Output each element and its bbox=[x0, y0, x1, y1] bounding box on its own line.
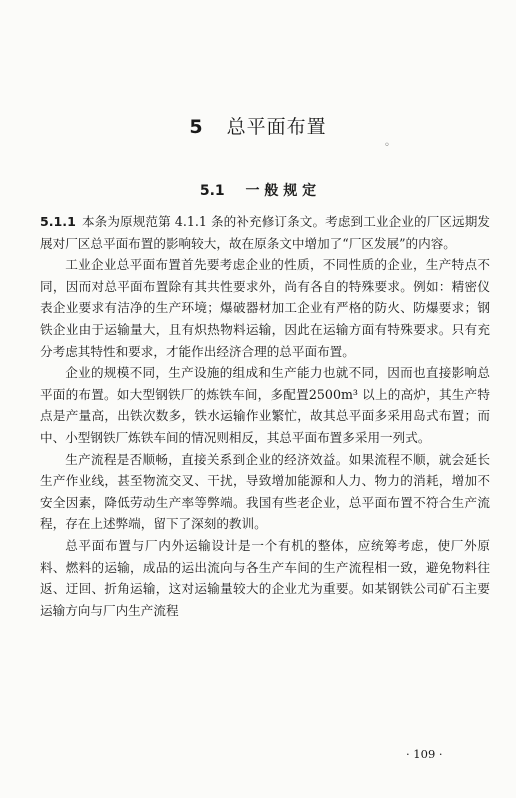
paragraph bbox=[40, 211, 490, 254]
paragraph-text: 生产流程是否顺畅，直接关系到企业的经济效益。如果流程不顺，就会延长生产作业线，甚至物流交叉、干扰，导致增加能源和人力、物力的消耗，增加不安全因素，降低劳动生产率等弊端。我国有些老企业，总平面布置不符合生产流程，存在上述弊端，留下了深刻的教训。 bbox=[40, 451, 490, 532]
paragraph bbox=[40, 254, 490, 362]
body-text bbox=[40, 211, 490, 621]
chapter-number: 5 bbox=[189, 116, 204, 138]
clause-number: 5.1.1 bbox=[40, 214, 76, 229]
scan-mark: ◦ bbox=[384, 140, 390, 151]
paragraph-text: 工业企业总平面布置首先要考虑企业的性质，不同性质的企业，生产特点不同，因而对总平面布置除有其共性要求外，尚有各自的特殊要求。例如：精密仪表企业要求有洁净的生产环境；爆破器材加工企业有严格的防火、防爆要求；钢铁企业由于运输量大，且有炽热物料运输，因此在运输方面有特殊要求。只有充分考虑其特性和要求，才能作出经济合理的总平面布置。 bbox=[40, 257, 490, 359]
paragraph-text: 总平面布置与厂内外运输设计是一个有机的整体，应统筹考虑，使厂外原料、燃料的运输，成品的运出流向与各生产车间的生产流程相一致，避免物料往返、迂回、折角运输，这对运输量较大的企业尤为重要。如某钢铁公司矿石主要运输方向与厂内生产流程 bbox=[40, 537, 490, 618]
page-number: · 109 · bbox=[406, 747, 443, 761]
paragraph-text: 企业的规模不同，生产设施的组成和生产能力也就不同，因而也直接影响总平面的布置。如大型钢铁厂的炼铁车间，多配置2500m³ 以上的高炉，其生产特点是产量高，出铁次数多，铁水运输作业繁忙，故其总平面多采用岛式布置；而中、小型钢铁厂炼铁车间的情况则相反，其总平面布置多采用一列式。 bbox=[40, 365, 490, 445]
section-heading bbox=[0, 180, 516, 200]
paragraph bbox=[40, 535, 490, 621]
chapter-title: 总平面布置 bbox=[226, 116, 327, 138]
paragraph bbox=[40, 449, 490, 535]
paragraph bbox=[40, 362, 490, 448]
paragraph-text: 本条为原规范第 4.1.1 条的补充修订条文。考虑到工业企业的厂区远期发展对厂区总平面布置的影响较大，故在原条文中增加了“厂区发展”的内容。 bbox=[40, 214, 490, 251]
section-number: 5.1 bbox=[199, 183, 225, 199]
chapter-heading bbox=[0, 112, 516, 139]
section-title: 一 般 规 定 bbox=[245, 183, 317, 199]
